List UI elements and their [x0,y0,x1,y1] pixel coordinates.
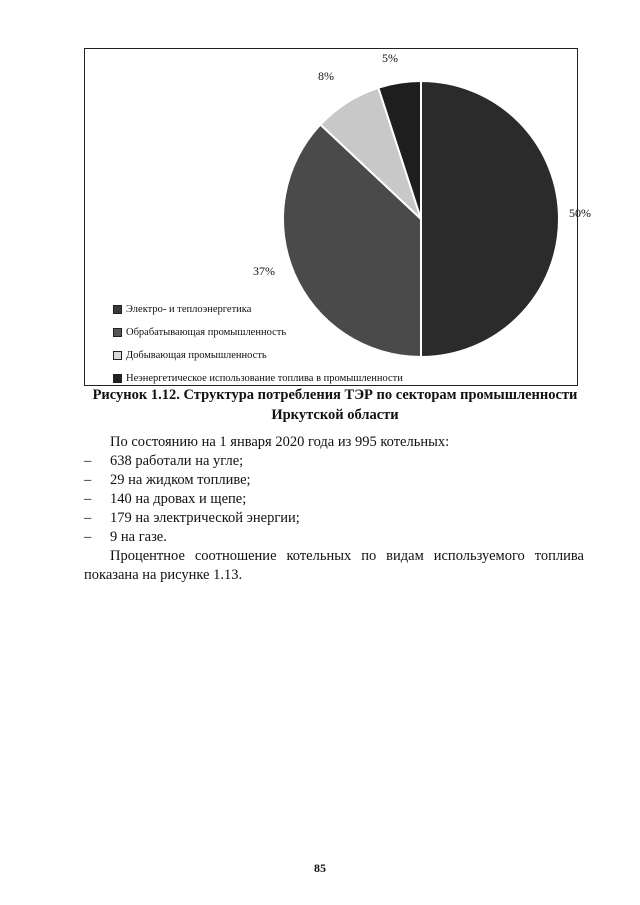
legend-label-energy: Электро- и теплоэнергетика [126,304,252,315]
slice-label-energy: 50% [569,206,591,220]
boiler-list [84,452,584,547]
list-item [84,528,584,547]
caption-line-1: Рисунок 1.12. Структура потребления ТЭР по секторам промышленности [92,387,578,403]
list-dash: – [84,472,92,488]
intro-paragraph: По состоянию на 1 января 2020 года из 995 котельных: [110,434,450,450]
list-item-text: 29 на жидком топливе; [110,472,251,488]
legend-item-energy [113,298,403,321]
slice-label-mining: 8% [318,69,334,83]
list-item-text: 179 на электрической энергии; [110,510,300,526]
pie-chart [84,48,591,386]
legend-swatch-manufacturing [113,328,122,337]
pie-slice-energy [421,81,559,357]
list-dash: – [84,529,92,545]
list-item-text: 638 работали на угле; [110,453,244,469]
legend-label-nonenergy: Неэнергетическое использование топлива в промышленности [126,373,403,384]
list-item [84,471,584,490]
page-number: 85 [314,861,326,875]
legend-item-mining [113,344,403,367]
list-dash: – [84,510,92,526]
list-item [84,490,584,509]
body-text [84,433,584,585]
legend-label-mining: Добывающая промышленность [126,350,267,361]
slice-label-manufacturing: 37% [253,264,275,278]
list-item [84,452,584,471]
caption-line-2: Иркутской области [271,407,399,423]
legend-swatch-energy [113,305,122,314]
list-item-text: 140 на дровах и щепе; [110,491,247,507]
slice-label-nonenergy: 5% [382,51,398,65]
legend-item-manufacturing [113,321,403,344]
list-item-text: 9 на газе. [110,529,167,545]
legend-swatch-nonenergy [113,374,122,383]
closing-paragraph: Процентное соотношение котельных по видам используемого топлива показана на рисунке 1.13. [84,548,584,583]
legend-label-manufacturing: Обрабатывающая промышленность [126,327,287,338]
legend-swatch-mining [113,351,122,360]
list-item [84,509,584,528]
list-dash: – [84,491,92,507]
list-dash: – [84,453,92,469]
chart-legend [113,298,403,390]
figure-caption [70,385,600,425]
